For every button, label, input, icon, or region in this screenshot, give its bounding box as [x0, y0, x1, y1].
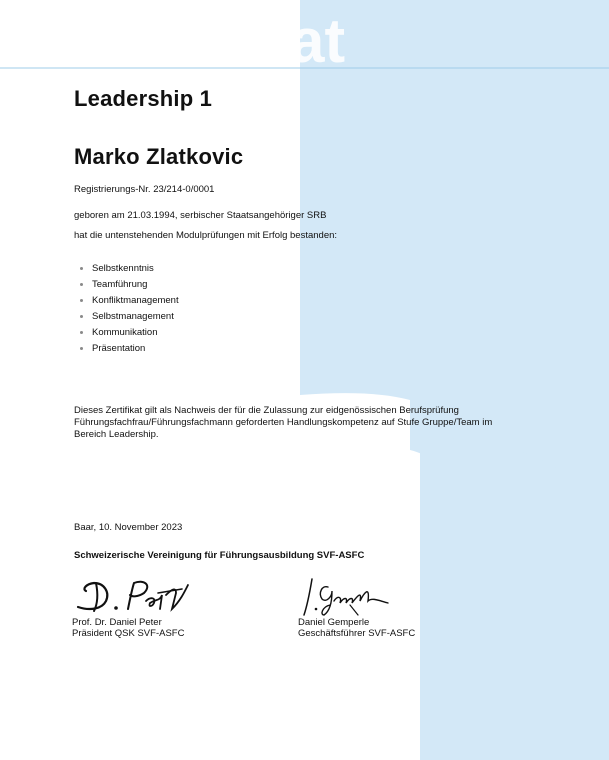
signatory-name: Daniel Gemperle: [298, 617, 370, 628]
list-item: Kommunikation: [80, 325, 179, 341]
signatory-role: Geschäftsführer SVF-ASFC: [298, 628, 416, 639]
bullet-icon: [80, 299, 83, 302]
list-item: Präsentation: [80, 341, 179, 357]
bullet-icon: [80, 315, 83, 318]
certificate-title: Leadership 1: [74, 86, 213, 111]
certificate-statement: Dieses Zertifikat gilt als Nachweis der für die Zulassung zur eidgenössischen Berufsprüfung Führungsfachfrau/Führungsfachmann geforderten Handlungskompetenz auf Stufe Gruppe/Team im Bereich Leadership.: [74, 405, 493, 440]
list-item: Selbstkenntnis: [80, 261, 179, 277]
signature-block-president: [72, 575, 272, 639]
module-list: [80, 261, 179, 357]
bullet-icon: [80, 347, 83, 350]
birth-line: geboren am 21.03.1994, serbischer Staatsangehöriger SRB: [74, 210, 327, 221]
organization-name: Schweizerische Vereinigung für Führungsausbildung SVF-ASFC: [74, 550, 365, 561]
list-item: Teamführung: [80, 277, 179, 293]
signature-image: [298, 575, 428, 617]
bullet-icon: [80, 267, 83, 270]
watermark-text: at: [290, 7, 346, 76]
signatory-role: Präsident QSK SVF-ASFC: [72, 628, 185, 639]
list-item: Selbstmanagement: [80, 309, 179, 325]
bullet-icon: [80, 331, 83, 334]
registration-number: Registrierungs-Nr. 23/214-0/0001: [74, 184, 215, 195]
place-date: Baar, 10. November 2023: [74, 522, 183, 533]
signature-block-director: [298, 575, 498, 639]
signature-image: [72, 575, 202, 617]
passed-line: hat die untenstehenden Modulprüfungen mit Erfolg bestanden:: [74, 230, 338, 241]
bullet-icon: [80, 283, 83, 286]
signatory-name: Prof. Dr. Daniel Peter: [72, 617, 162, 628]
list-item: Konfliktmanagement: [80, 293, 179, 309]
recipient-name: Marko Zlatkovic: [74, 144, 244, 169]
